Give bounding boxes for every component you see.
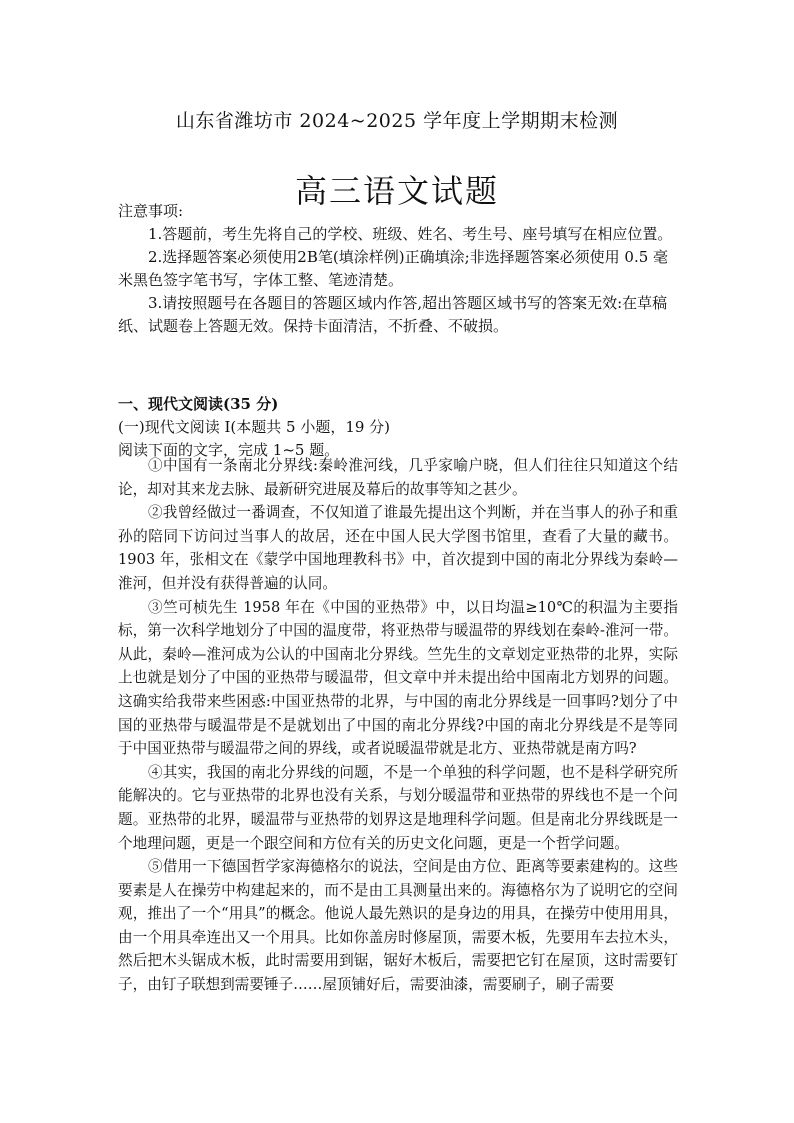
notice-item-2: 2.选择题答案必须使用2B笔(填涂样例)正确填涂;非选择题答案必须使用 0.5 毫米黑色签字笔书写，字体工整、笔迹清楚。 xyxy=(118,248,669,289)
exam-title: 高三语文试题 xyxy=(294,172,499,210)
article-paragraph-2: ②我曾经做过一番调查，不仅知道了谁最先提出这个判断，并在当事人的孙子和重孙的陪同下访问过当事人的故居，还在中国人民大学图书馆里，查看了大量的藏书。1903 年，张相文在《蒙学中国地理教科书》中，首次提到中国的南北分界线为秦岭—淮河，但并没有获得普遍的认同。 xyxy=(118,504,678,592)
article-paragraph-5: ⑤借用一下德国哲学家海德格尔的说法，空间是由方位、距离等要素建构的。这些要素是人在操劳中构建起来的，而不是由工具测量出来的。海德格尔为了说明它的空间观，推出了一个“用具”的概念。他说人最先熟识的是身边的用具，在操劳中使用用具，由一个用具牵连出又一个用具。比如你盖房时修屋顶，需要木板，先要用车去拉木头，然后把木头锯成木板，此时需要用到锯，锯好木板后，需要把它钉在屋顶，这时需要钉子，由钉子联想到需要锤子……屋顶铺好后，需要油漆，需要刷子，刷子需要 xyxy=(118,858,678,994)
article-paragraph-4: ④其实，我国的南北分界线的问题，不是一个单独的科学问题，也不是科学研究所能解决的。它与亚热带的北界也没有关系，与划分暖温带和亚热带的界线也不是一个问题。亚热带的北界，暖温带与亚热带的划界这是地理科学问题。但是南北分界线既是一个地理问题，更是一个跟空间和方位有关的历史文化问题，更是一个哲学问题。 xyxy=(118,763,678,852)
section-instruction: 阅读下面的文字，完成 1~5 题。 xyxy=(118,441,340,459)
notice-block xyxy=(118,200,678,338)
article-paragraph-1: ①中国有一条南北分界线:秦岭淮河线，几乎家喻户晓，但人们往往只知道这个结论，却对其来龙去脉、最新研究进展及幕后的故事等知之甚少。 xyxy=(118,457,678,498)
notice-item-1: 1.答题前，考生先将自己的学校、班级、姓名、考生号、座号填写在相应位置。 xyxy=(148,225,673,243)
article-paragraph-3: ③竺可桢先生 1958 年在《中国的亚热带》中，以日均温≥10℃的积温为主要指标，第一次科学地划分了中国的温度带，将亚热带与暖温带的界线划在秦岭-淮河一带。从此，秦岭—淮河成为公认的中国南北分界线。竺先生的文章划定亚热带的北界，实际上也就是划分了中国的亚热带与暖温带，但文章中并未提出给中国南北方划界的问题。这确实给我带来些困惑:中国亚热带的北界，与中国的南北分界线是一回事吗?划分了中国的亚热带与暖温带是不是就划出了中国的南北分界线?中国的南北分界线是不是等同于中国亚热带与暖温带之间的界线，或者说暖温带就是北方、亚热带就是南方吗? xyxy=(118,598,678,758)
reading-article xyxy=(118,454,678,997)
section-header-block xyxy=(118,393,678,462)
section-heading: 一、现代文阅读(35 分) xyxy=(118,395,279,413)
exam-header-line: 山东省潍坊市 2024~2025 学年度上学期期末检测 xyxy=(175,110,619,132)
notice-heading: 注意事项: xyxy=(118,202,184,220)
section-subheading: (一)现代文阅读 I(本题共 5 小题，19 分) xyxy=(118,418,391,436)
notice-item-3: 3.请按照题号在各题目的答题区域内作答,超出答题区域书写的答案无效:在草稿纸、试题卷上答题无效。保持卡面清洁，不折叠、不破损。 xyxy=(118,294,668,335)
